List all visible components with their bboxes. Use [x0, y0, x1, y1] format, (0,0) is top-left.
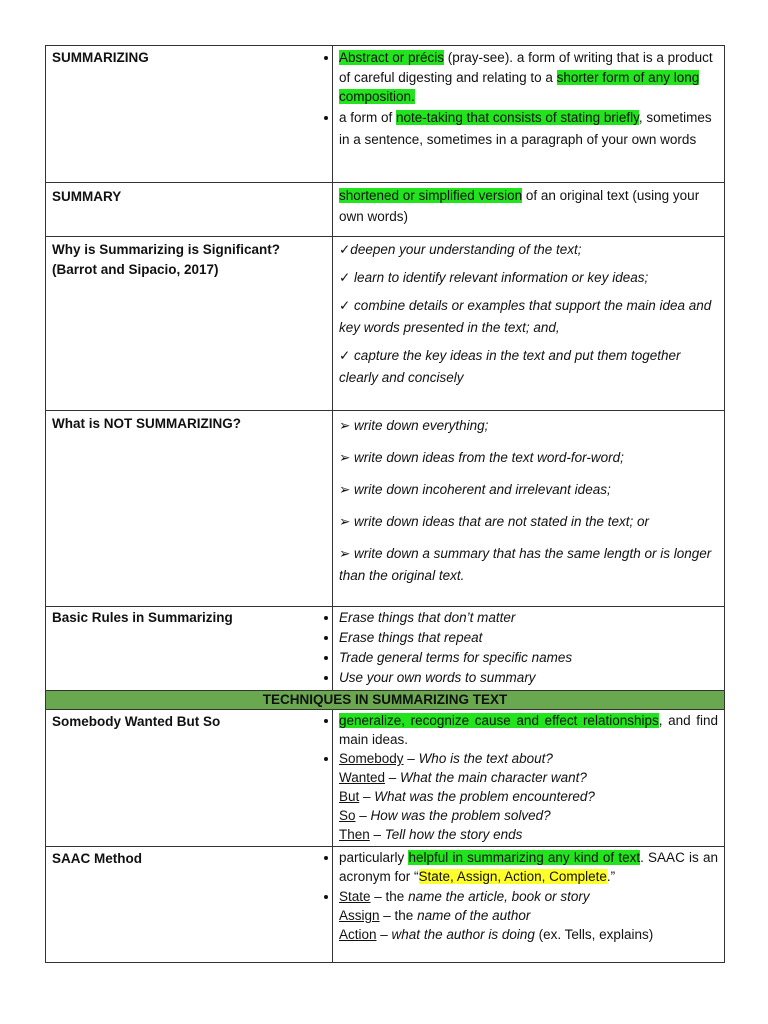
list-item: • Erase things that don’t matter	[339, 608, 718, 628]
sub-line: So – How was the problem solved?	[339, 808, 551, 823]
row-label: Why is Summarizing is Significant? (Barrot and Sipacio, 2017)	[52, 242, 281, 277]
list-item: • Abstract or précis (pray-see). a form of writing that is a product of careful digesting and relating to a shorter form of any long composition.	[339, 48, 718, 107]
sub-line: Action – what the author is doing (ex. Tells, explains)	[339, 927, 654, 942]
check-list	[333, 237, 724, 394]
list-item: • Use your own words to summary	[339, 668, 718, 688]
bullet-list	[333, 607, 724, 690]
row-label: What is NOT SUMMARIZING?	[52, 416, 241, 431]
sub-line: Assign – the name of the author	[339, 908, 531, 923]
list-item: • a form of note-taking that consists of stating briefly, sometimes in a sentence, sometimes in a paragraph of your own words	[339, 107, 718, 151]
row-saac	[46, 847, 725, 963]
row-not-summarizing	[46, 411, 725, 607]
list-item: • Erase things that repeat	[339, 628, 718, 648]
list-item: ➢ write down ideas that are not stated in the text; or	[339, 514, 649, 529]
list-item: • particularly helpful in summarizing any kind of text. SAAC is an acronym for “State, Assign, Action, Complete.”	[339, 848, 718, 886]
list-item: • State – the name the article, book or story Assign – the name of the author Action – what the author is doing (ex. Tells, explains)	[339, 887, 718, 944]
row-significance	[46, 237, 725, 411]
row-label: Somebody Wanted But So	[52, 714, 221, 729]
bullet-list	[333, 710, 724, 846]
summary-definition: shortened or simplified version of an original text (using your own words)	[339, 188, 700, 224]
arrow-list	[333, 411, 724, 594]
row-label: SAAC Method	[52, 851, 142, 866]
summarizing-table	[45, 45, 725, 963]
list-item: ➢ write down everything;	[339, 418, 489, 433]
row-label: SUMMARIZING	[52, 50, 149, 65]
list-item: • Trade general terms for specific names	[339, 648, 718, 668]
row-label: Basic Rules in Summarizing	[52, 610, 233, 625]
sub-line: Then – Tell how the story ends	[339, 827, 523, 842]
sub-line: Wanted – What the main character want?	[339, 770, 587, 785]
sub-line: But – What was the problem encountered?	[339, 789, 595, 804]
list-item: ✓ learn to identify relevant information or key ideas;	[339, 270, 649, 285]
bullet-list	[333, 847, 724, 946]
row-summary	[46, 183, 725, 237]
list-item: ➢ write down incoherent and irrelevant ideas;	[339, 482, 611, 497]
row-basic-rules	[46, 607, 725, 691]
list-item: ✓deepen your understanding of the text;	[339, 242, 582, 257]
bullet-list	[333, 46, 724, 153]
row-label: SUMMARY	[52, 189, 122, 204]
list-item: • Somebody – Who is the text about? Wanted – What the main character want? But – What was the problem encountered? So – How was the problem solved? Then – Tell how the story ends	[339, 749, 718, 844]
list-item: • generalize, recognize cause and effect relationships, and find main ideas.	[339, 711, 718, 749]
row-swbs	[46, 710, 725, 847]
section-header-row	[46, 691, 725, 710]
list-item: ➢ write down a summary that has the same length or is longer than the original text.	[339, 546, 712, 583]
list-item: ➢ write down ideas from the text word-for-word;	[339, 450, 624, 465]
row-summarizing	[46, 46, 725, 183]
list-item: ✓ combine details or examples that support the main idea and key words presented in the text; and,	[339, 298, 712, 335]
section-header: TECHNIQUES IN SUMMARIZING TEXT	[46, 691, 725, 710]
list-item: ✓ capture the key ideas in the text and put them together clearly and concisely	[339, 348, 681, 385]
